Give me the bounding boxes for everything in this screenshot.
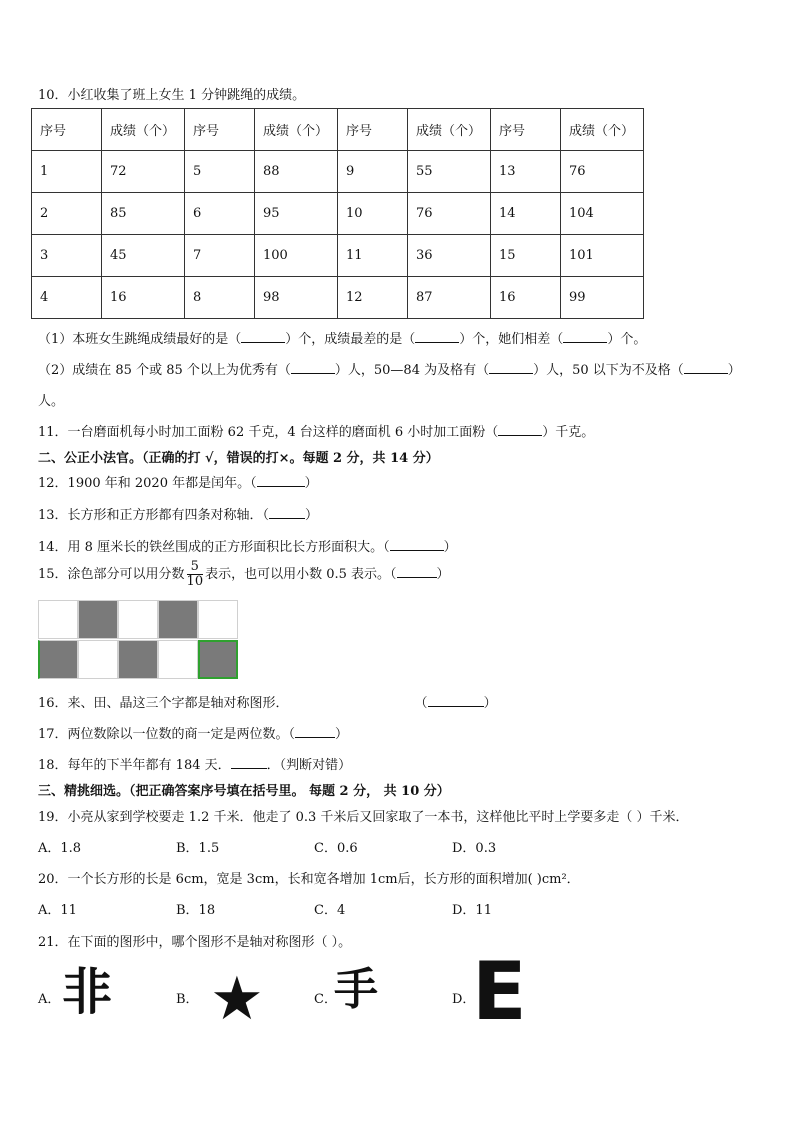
q21-option-d[interactable]: D． [452,992,476,1007]
table-cell: 13 [491,151,561,193]
q19-option-d[interactable]: D．0.3 [452,841,497,856]
q10-sub2: （2）成绩在 85 个或 85 个以上为优秀有（ ）人，50—84 为及格有（ ）人，50 以下为不及格（ ） [38,363,741,378]
grid-cell-selected[interactable] [198,640,238,679]
table-header-cell: 成绩（个） [561,109,644,151]
table-cell: 9 [338,151,408,193]
star-figure: ★ [210,964,264,1034]
q13: 13．长方形和正方形都有四条对称轴．（ ） [38,508,319,523]
table-cell: 2 [32,193,102,235]
table-header-cell: 成绩（个） [255,109,338,151]
answer-blank[interactable] [390,539,444,551]
table-cell: 14 [491,193,561,235]
section-3-heading: 三、精挑细选。（把正确答案序号填在括号里。 每题 2 分， 共 10 分） [38,784,450,799]
answer-blank[interactable] [489,362,533,374]
table-header-row [32,109,644,151]
q10-title: 10．小红收集了班上女生 1 分钟跳绳的成绩。 [38,88,306,103]
q11: 11．一台磨面机每小时加工面粉 62 千克，4 台这样的磨面机 6 小时加工面粉（ ）千克。 [38,425,595,440]
table-cell: 16 [102,277,185,319]
table-cell: 7 [185,235,255,277]
q20-stem: 20．一个长方形的长是 6cm，宽是 3cm，长和宽各增加 1cm后，长方形的面积增加( )cm²． [38,872,580,887]
grid-cell-shaded [78,600,118,639]
table-cell: 88 [255,151,338,193]
table-cell: 98 [255,277,338,319]
answer-blank[interactable] [684,362,728,374]
q20-option-c[interactable]: C．4 [314,903,346,918]
table-cell: 101 [561,235,644,277]
shaded-grid-figure [38,600,238,679]
table-cell: 4 [32,277,102,319]
table-cell: 3 [32,235,102,277]
table-cell: 16 [491,277,561,319]
answer-blank[interactable] [397,566,437,578]
table-cell: 99 [561,277,644,319]
table-cell: 36 [408,235,491,277]
shou-character-figure: 手 [334,964,378,1015]
answer-blank[interactable] [295,726,335,738]
table-row [32,193,644,235]
q14: 14．用 8 厘米长的铁丝围成的正方形面积比长方形面积大。（ ） [38,540,457,555]
table-cell: 15 [491,235,561,277]
q20-option-a[interactable]: A．11 [38,903,77,918]
q19-option-c[interactable]: C．0.6 [314,841,358,856]
q10-sub2-cont: 人。 [38,394,65,409]
table-header-cell: 序号 [32,109,102,151]
table-header-cell: 序号 [338,109,408,151]
table-cell: 87 [408,277,491,319]
q10-sub1: （1）本班女生跳绳成绩最好的是（ ）个，成绩最差的是（ ）个，她们相差（ ）个。 [38,332,647,347]
q21-option-b[interactable]: B． [176,992,199,1007]
table-row [32,235,644,277]
table-cell: 76 [408,193,491,235]
grid-cell [38,600,78,639]
score-table [31,108,644,319]
section-2-heading: 二、公正小法官。（正确的打 √，错误的打×。每题 2 分，共 14 分） [38,451,439,466]
grid-cell [78,640,118,679]
q19-stem: 19．小亮从家到学校要走 1.2 千米．他走了 0.3 千米后又回家取了一本书，这样他比平时上学要多走（ ）千米． [38,810,689,825]
grid-cell [158,640,198,679]
grid-cell [118,600,158,639]
grid-cell [198,600,238,639]
q20-option-b[interactable]: B．18 [176,903,216,918]
table-cell: 104 [561,193,644,235]
table-cell: 6 [185,193,255,235]
q17: 17．两位数除以一位数的商一定是两位数。（ ） [38,727,349,742]
table-cell: 45 [102,235,185,277]
fei-character-figure: 非 [62,963,112,1021]
table-cell: 76 [561,151,644,193]
q21-option-a[interactable]: A． [38,992,61,1007]
table-cell: 55 [408,151,491,193]
answer-blank[interactable] [498,424,542,436]
table-row [32,151,644,193]
q12: 12．1900 年和 2020 年都是闰年。（ ） [38,476,318,491]
answer-blank[interactable] [415,331,459,343]
table-row [32,277,644,319]
letter-e-figure: E [472,945,527,1038]
table-cell: 8 [185,277,255,319]
answer-blank[interactable] [257,475,305,487]
grid-cell-shaded [158,600,198,639]
answer-blank[interactable] [291,362,335,374]
fraction: $\frac{5}{10}$ [186,559,204,589]
table-cell: 1 [32,151,102,193]
answer-blank[interactable] [428,695,484,707]
table-header-cell: 成绩（个） [102,109,185,151]
table-cell: 11 [338,235,408,277]
q19-option-b[interactable]: B．1.5 [176,841,220,856]
q20-option-d[interactable]: D．11 [452,903,492,918]
answer-blank[interactable] [231,757,267,769]
answer-blank[interactable] [563,331,607,343]
q15: 15．涂色部分可以用分数 $\frac{5}{10}$ 表示，也可以用小数 0.5 表示。（ ） [38,559,450,589]
table-header-cell: 序号 [185,109,255,151]
grid-cell-shaded [38,640,78,679]
table-cell: 10 [338,193,408,235]
table-cell: 95 [255,193,338,235]
q21-option-c[interactable]: C． [314,992,337,1007]
table-cell: 12 [338,277,408,319]
q16: 16．来、田、晶这三个字都是轴对称图形． （ ） [38,696,497,711]
answer-blank[interactable] [269,507,305,519]
table-cell: 100 [255,235,338,277]
q18: 18．每年的下半年都有 184 天． ．（判断对错） [38,758,352,773]
table-cell: 85 [102,193,185,235]
q19-option-a[interactable]: A．1.8 [38,841,82,856]
table-cell: 5 [185,151,255,193]
answer-blank[interactable] [241,331,285,343]
table-cell: 72 [102,151,185,193]
q21-stem: 21．在下面的图形中，哪个图形不是轴对称图形（ ）。 [38,935,352,950]
table-header-cell: 成绩（个） [408,109,491,151]
grid-cell-shaded [118,640,158,679]
table-header-cell: 序号 [491,109,561,151]
